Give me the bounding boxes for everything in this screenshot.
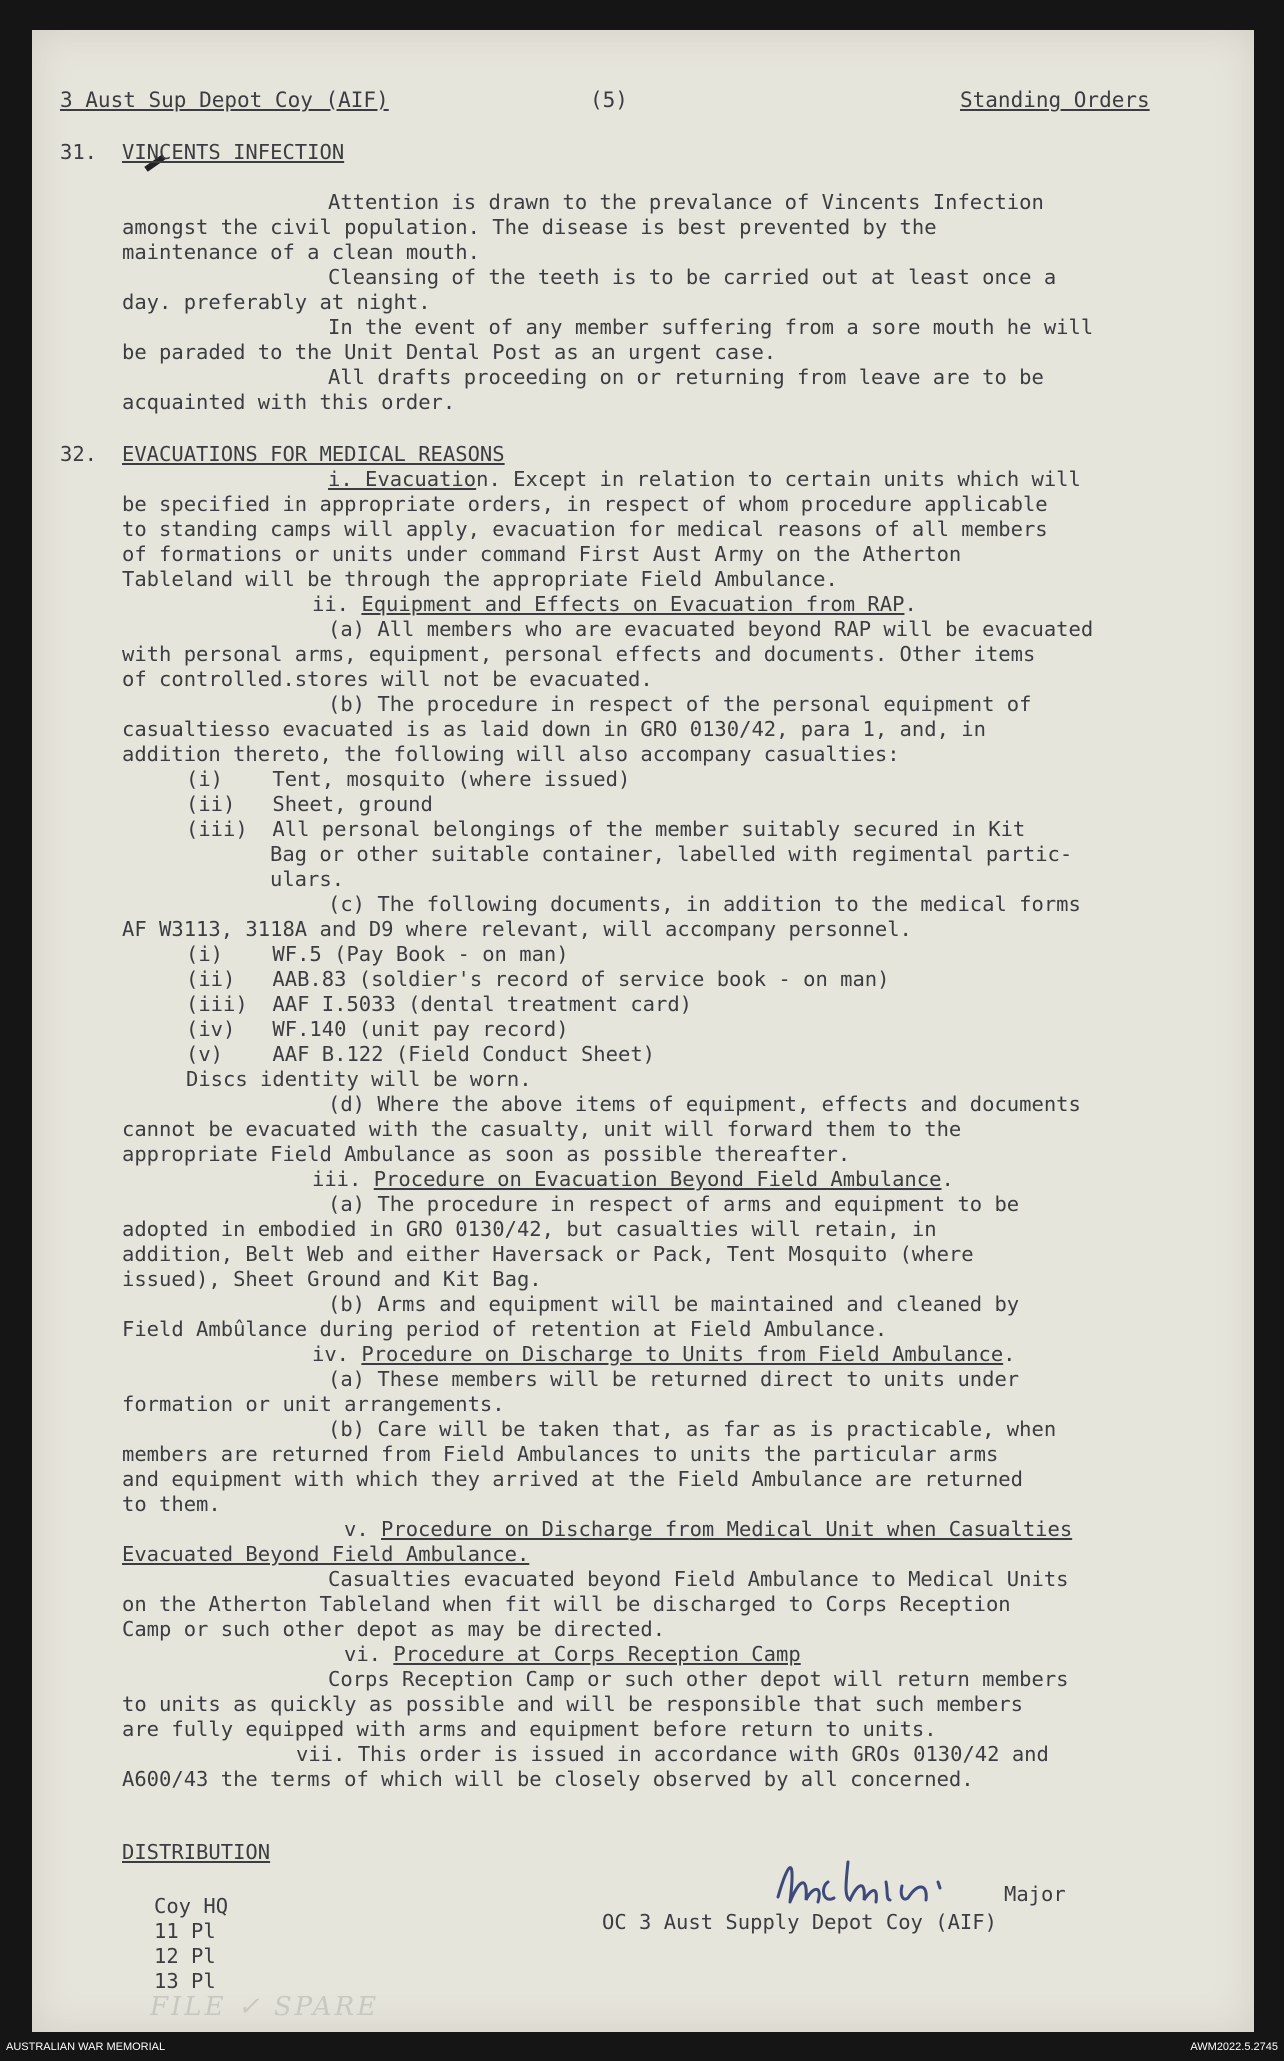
section-32-line: appropriate Field Ambulance as soon as possible thereafter. — [122, 1142, 851, 1166]
distribution-item: 12 Pl — [154, 1944, 216, 1968]
section-31-number: 31. — [60, 140, 98, 164]
section-32-line: (a) These members will be returned direct to units under — [328, 1367, 1020, 1391]
section-32-line: AF W3113, 3118A and D9 where relevant, will accompany personnel. — [122, 917, 912, 941]
section-31-line: maintenance of a clean mouth. — [122, 240, 480, 264]
section-31-line: amongst the civil population. The disease is best prevented by the — [122, 215, 937, 239]
section-32-line: ii. Equipment and Effects on Evacuation from RAP. — [312, 592, 917, 616]
distribution-item: 11 Pl — [154, 1919, 216, 1943]
section-31-line: day. preferably at night. — [122, 290, 431, 314]
section-31-line: acquainted with this order. — [122, 390, 456, 414]
section-32-line: (d) Where the above items of equipment, effects and documents — [328, 1092, 1081, 1116]
section-32-line: (a) All members who are evacuated beyond RAP will be evacuated — [328, 617, 1094, 641]
distribution-item: 13 Pl — [154, 1969, 216, 1993]
section-32-line: to standing camps will apply, evacuation for medical reasons of all members — [122, 517, 1048, 541]
section-32-line: Camp or such other depot as may be directed. — [122, 1617, 666, 1641]
section-32-line: (v) AAF B.122 (Field Conduct Sheet) — [186, 1042, 655, 1066]
section-32-line: Discs identity will be worn. — [186, 1067, 532, 1091]
section-31-heading: VINCENTS INFECTION — [122, 140, 345, 164]
section-32-line: (i) Tent, mosquito (where issued) — [186, 767, 631, 791]
section-32-line: Field Ambûlance during period of retention at Field Ambulance. — [122, 1317, 888, 1341]
document-body — [32, 30, 1254, 2032]
section-32-line: vi. Procedure at Corps Reception Camp — [344, 1642, 801, 1666]
signature-rank: Major — [1004, 1882, 1066, 1906]
section-32-line: of formations or units under command First Aust Army on the Atherton — [122, 542, 962, 566]
section-32-line: iii. Procedure on Evacuation Beyond Field Ambulance. — [312, 1167, 954, 1191]
section-31-line: All drafts proceeding on or returning from leave are to be — [328, 365, 1044, 389]
section-32-line: (ii) Sheet, ground — [186, 792, 433, 816]
section-32-line: ulars. — [270, 867, 345, 891]
section-32-line: Evacuated Beyond Field Ambulance. — [122, 1542, 530, 1566]
section-32-line: are fully equipped with arms and equipment before return to units. — [122, 1717, 937, 1741]
section-32-line: (a) The procedure in respect of arms and equipment to be — [328, 1192, 1020, 1216]
section-32-line: (iv) WF.140 (unit pay record) — [186, 1017, 569, 1041]
section-32-line: of controlled.stores will not be evacuated. — [122, 667, 653, 691]
signature-appointment: OC 3 Aust Supply Depot Coy (AIF) — [602, 1910, 997, 1934]
footer-accession-number: AWM2022.5.2745 — [1190, 2041, 1278, 2053]
section-32-line: (b) The procedure in respect of the personal equipment of — [328, 692, 1032, 716]
section-32-line: vii. This order is issued in accordance with GROs 0130/42 and — [296, 1742, 1049, 1766]
section-32-line: members are returned from Field Ambulances to units the particular arms — [122, 1442, 999, 1466]
pencil-note: FILE ✓ SPARE — [150, 1992, 380, 2022]
section-32-line: Bag or other suitable container, labelled with regimental partic- — [270, 842, 1073, 866]
footer-credit: AUSTRALIAN WAR MEMORIAL — [6, 2041, 166, 2053]
section-32-line: i. Evacuation. Except in relation to certain units which will — [328, 467, 1081, 491]
section-32-line: (ii) AAB.83 (soldier's record of service book - on man) — [186, 967, 890, 991]
section-32-line: (b) Care will be taken that, as far as is practicable, when — [328, 1417, 1057, 1441]
distribution-heading: DISTRIBUTION — [122, 1840, 271, 1864]
header-page-number: (5) — [590, 88, 628, 112]
section-32-line: addition, Belt Web and either Haversack or Pack, Tent Mosquito (where — [122, 1242, 974, 1266]
handwritten-signature — [768, 1842, 1008, 1922]
section-31-line: In the event of any member suffering from a sore mouth he will — [328, 315, 1094, 339]
section-32-line: Casualties evacuated beyond Field Ambulance to Medical Units — [328, 1567, 1069, 1591]
section-32-line: to units as quickly as possible and will be responsible that such members — [122, 1692, 1023, 1716]
section-32-line: and equipment with which they arrived at the Field Ambulance are returned — [122, 1467, 1023, 1491]
section-32-line: (c) The following documents, in addition to the medical forms — [328, 892, 1081, 916]
section-32-line: Tableland will be through the appropriate Field Ambulance. — [122, 567, 838, 591]
document-page — [32, 30, 1254, 2032]
section-31-line: be paraded to the Unit Dental Post as an urgent case. — [122, 340, 777, 364]
section-32-heading: EVACUATIONS FOR MEDICAL REASONS — [122, 442, 505, 466]
section-32-line: addition thereto, the following will also accompany casualties: — [122, 742, 900, 766]
section-32-line: with personal arms, equipment, personal effects and documents. Other items — [122, 642, 1036, 666]
section-32-line: casualtiesso evacuated is as laid down in GRO 0130/42, para 1, and, in — [122, 717, 986, 741]
section-32-line: (iii) AAF I.5033 (dental treatment card) — [186, 992, 693, 1016]
section-32-line: (i) WF.5 (Pay Book - on man) — [186, 942, 569, 966]
section-32-line: issued), Sheet Ground and Kit Bag. — [122, 1267, 542, 1291]
section-32-line: formation or unit arrangements. — [122, 1392, 505, 1416]
distribution-item: Coy HQ — [154, 1894, 229, 1918]
section-32-line: cannot be evacuated with the casualty, unit will forward them to the — [122, 1117, 962, 1141]
section-32-line: to them. — [122, 1492, 221, 1516]
section-31-line: Attention is drawn to the prevalance of Vincents Infection — [328, 190, 1044, 214]
section-32-line: Corps Reception Camp or such other depot will return members — [328, 1667, 1069, 1691]
section-32-line: adopted in embodied in GRO 0130/42, but casualties will retain, in — [122, 1217, 937, 1241]
section-31-line: Cleansing of the teeth is to be carried out at least once a — [328, 265, 1057, 289]
section-32-line: iv. Procedure on Discharge to Units from Field Ambulance. — [312, 1342, 1016, 1366]
section-32-line: v. Procedure on Discharge from Medical Unit when Casualties — [344, 1517, 1073, 1541]
section-32-line: (b) Arms and equipment will be maintained and cleaned by — [328, 1292, 1020, 1316]
section-32-number: 32. — [60, 442, 98, 466]
section-32-line: on the Atherton Tableland when fit will be discharged to Corps Reception — [122, 1592, 1011, 1616]
section-32-line: A600/43 the terms of which will be closely observed by all concerned. — [122, 1767, 974, 1791]
section-32-line: (iii) All personal belongings of the member suitably secured in Kit — [186, 817, 1026, 841]
header-title: Standing Orders — [960, 88, 1150, 112]
section-32-line: be specified in appropriate orders, in respect of whom procedure applicable — [122, 492, 1048, 516]
header-unit: 3 Aust Sup Depot Coy (AIF) — [60, 88, 389, 112]
